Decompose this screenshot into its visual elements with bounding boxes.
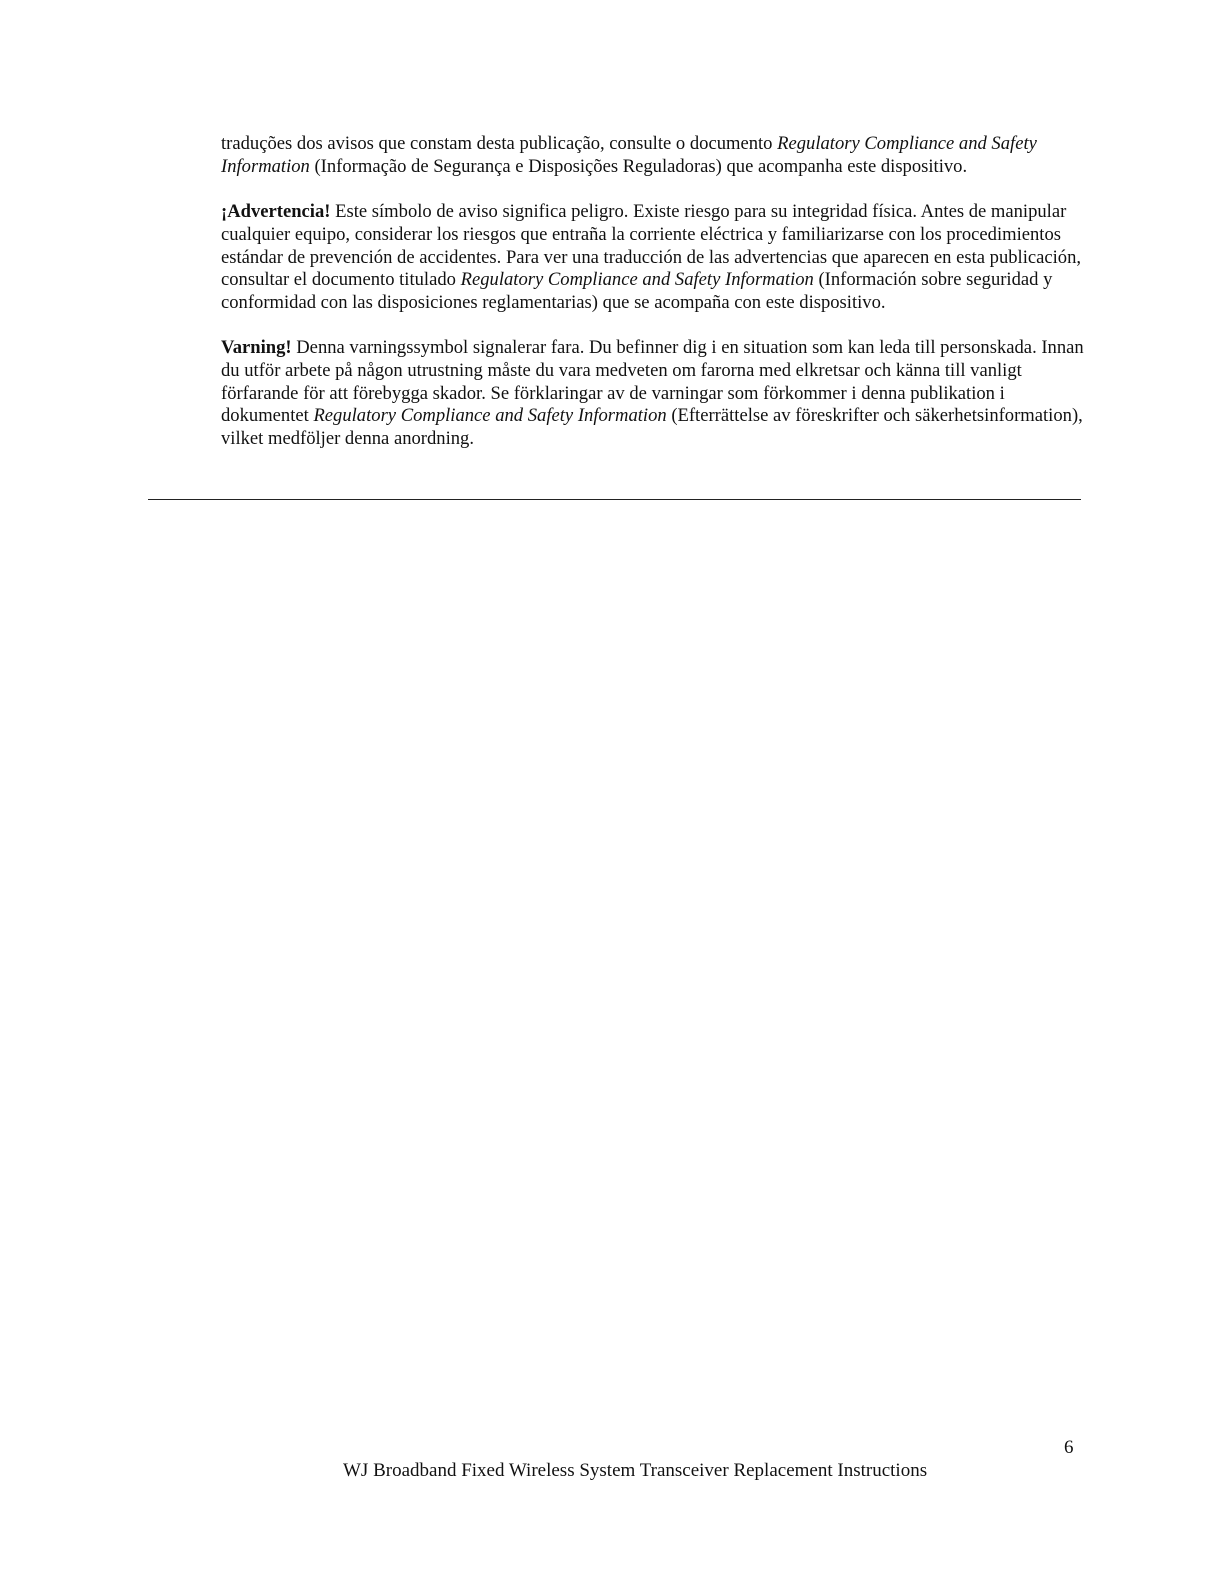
spanish-warning-paragraph — [221, 201, 1091, 315]
page-number: 6 — [1064, 1437, 1074, 1458]
warning-label: Varning! — [221, 337, 292, 359]
warning-label: ¡Advertencia! — [221, 201, 331, 223]
paragraph-text: traduções dos avisos que constam desta publicação, consulte o documento — [221, 133, 778, 154]
section-divider — [148, 499, 1081, 500]
paragraph-text: Denna varningssymbol signalerar fara. Du befinner dig i en situation som kan leda till personskada. Innan du utför arbete på någon utrustning måste du vara medveten om farorna med elkretsar och känna till vanligt förfarande för att förebygga skador. Se förklaringar av de varningar som förkommer i denna publikation i dokumentet — [221, 337, 1084, 427]
swedish-warning-paragraph — [221, 337, 1091, 451]
paragraph-text: Este símbolo de aviso significa peligro. Existe riesgo para su integridad física. Antes de manipular cualquier equipo, considerar los riesgos que entraña la corriente eléctrica y familiarizarse con los procedimientos estándar de prevención de accidentes. Para ver una traducción de las advertencias que aparecen en esta publicación, consultar el documento titulado — [221, 201, 1082, 291]
warnings-section — [221, 133, 1091, 474]
paragraph-text: (Informação de Segurança e Disposições Reguladoras) que acompanha este dispositivo. — [309, 155, 968, 177]
paragraph-text: (Efterrättelse av föreskrifter och säkerhetsinformation), vilket medföljer denna anordning. — [221, 405, 1083, 450]
paragraph-text: (Información sobre seguridad y conformidad con las disposiciones reglamentarias) que se acompaña con este dispositivo. — [221, 269, 1053, 313]
document-title-reference: Regulatory Compliance and Safety Information — [313, 405, 667, 427]
document-title-reference: Regulatory Compliance and Safety Information — [221, 133, 1037, 177]
portuguese-warning-paragraph — [221, 133, 1091, 178]
document-title-reference: Regulatory Compliance and Safety Information — [460, 269, 814, 291]
footer-title: WJ Broadband Fixed Wireless System Transceiver Replacement Instructions — [343, 1460, 928, 1481]
